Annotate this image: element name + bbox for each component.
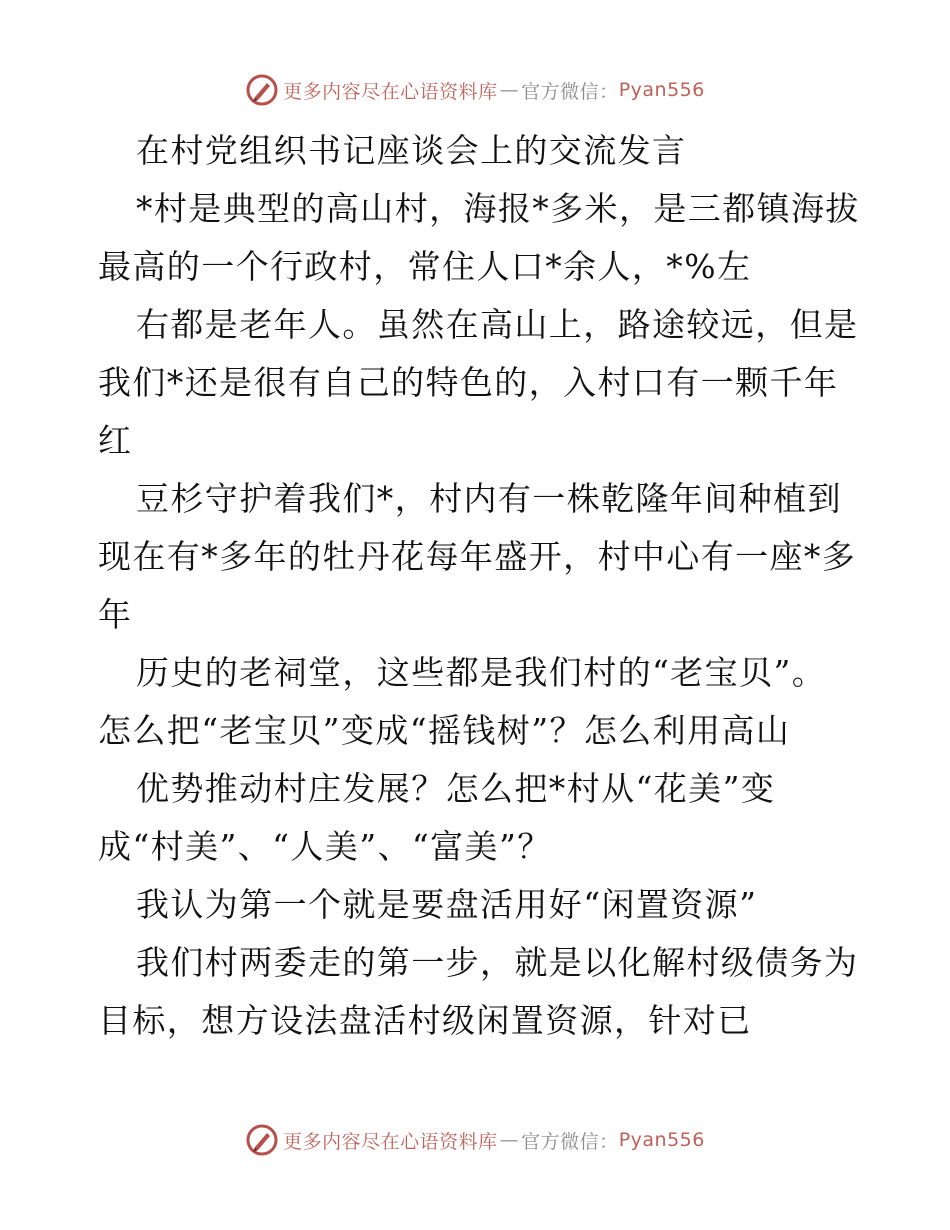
watermark-wechat-label: 官方微信：	[521, 1130, 619, 1153]
paragraph-line: 优势推动村庄发展？怎么把*村从“花美”变	[136, 769, 776, 808]
pen-logo-icon	[245, 73, 279, 107]
header-watermark	[0, 70, 950, 110]
paragraph-line: 我们村两委走的第一步，就是以化解村级债务为	[136, 943, 859, 982]
paragraph-line: 右都是老年人。虽然在高山上，路途较远，但是	[136, 305, 859, 344]
section-heading: 我认为第一个就是要盘活用好“闲置资源”	[136, 885, 758, 924]
paragraph-line: 我们*还是很有自己的特色的，入村口有一颗千年	[98, 363, 839, 402]
watermark-separator: —	[499, 79, 520, 101]
paragraph-line: 红	[98, 421, 133, 460]
document-title: 在村党组织书记座谈会上的交流发言	[136, 131, 687, 170]
watermark-wechat-id: Pyan556	[618, 1129, 705, 1151]
document-body	[98, 122, 878, 1050]
paragraph-line: 成“村美”、“人美”、“富美”？	[98, 827, 552, 866]
paragraph-line: 年	[98, 595, 133, 634]
paragraph-line: 目标，想方设法盘活村级闲置资源，针对已	[98, 1001, 752, 1040]
watermark-text: 更多内容尽在心语资料库	[283, 80, 498, 103]
footer-watermark	[0, 1120, 950, 1160]
watermark-wechat-label: 官方微信：	[521, 80, 619, 103]
paragraph-line: 现在有*多年的牡丹花每年盛开，村中心有一座*多	[98, 537, 857, 576]
watermark-wechat-id: Pyan556	[618, 79, 705, 101]
paragraph-line: 豆杉守护着我们*，村内有一株乾隆年间种植到	[136, 479, 842, 518]
paragraph-line: 最高的一个行政村，常住人口*余人，*%左	[98, 247, 752, 286]
pen-logo-icon	[245, 1123, 279, 1157]
paragraph-line: 历史的老祠堂，这些都是我们村的“老宝贝”。	[136, 653, 827, 692]
watermark-text: 更多内容尽在心语资料库	[283, 1130, 498, 1153]
paragraph-line: *村是典型的高山村，海报*多米，是三都镇海拔	[136, 189, 860, 228]
watermark-separator: —	[499, 1129, 520, 1151]
paragraph-line: 怎么把“老宝贝”变成“摇钱树”？怎么利用高山	[98, 711, 791, 750]
